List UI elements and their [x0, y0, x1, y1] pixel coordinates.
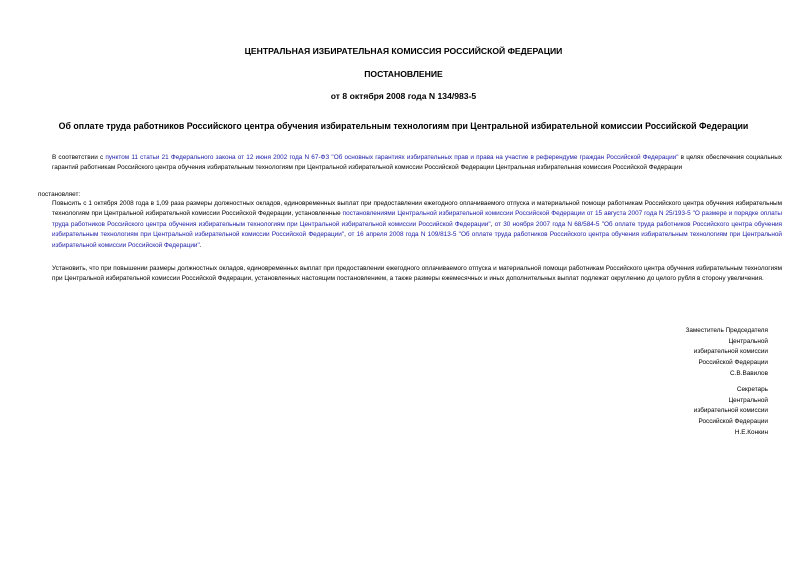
resolution-link-2007-11[interactable]: от 30 ноября 2007 года N 68/584-5 "Об оплате труда работников Российского центра обучения избирательным технологиям при Центральной избирательной комиссии Российской Федерации"	[52, 220, 783, 239]
signature-name: С.В.Вавилов	[730, 369, 768, 377]
doc-type-heading: ПОСТАНОВЛЕНИЕ	[364, 69, 443, 79]
signature-block-secretary	[648, 385, 768, 439]
signature-block-deputy	[648, 326, 768, 380]
signature-line: Заместитель Председателя	[685, 327, 768, 334]
signature-name: Н.Е.Конкин	[734, 428, 768, 436]
paragraph-raise	[38, 199, 782, 251]
date-number-heading: от 8 октября 2008 года N 134/983-5	[330, 91, 477, 101]
signature-line: Российской Федерации	[698, 359, 768, 367]
resolution-link-2008-04[interactable]: от 16 апреля 2008 года N 109/813-5 "Об оплате труда работников Российского центра обучения избирательным технологиям при Центральной избирательной комиссии Российской Федерации"	[52, 231, 782, 249]
paragraph-raise-text-pre: Повысить с 1 октября 2008 года в 1,09 раза размеры должностных окладов, единовременных выплат при предоставлении ежегодного оплачиваемого отпуска и материальной помощи работникам Российского центра обучения избирательным технологиям при Центральной избирательной комиссии Российской Федерации, установленные	[52, 200, 782, 218]
paragraph-basis	[38, 153, 782, 174]
separator: ,	[490, 220, 495, 228]
document-title: Об оплате труда работников Российского центра обучения избирательным технологиям при Центральной избирательной комиссии Российской Федерации	[58, 121, 749, 131]
resolution-link-2007-08[interactable]: постановлениями Центральной избирательной комиссии Российской Федерации от 15 августа 2007 года N 25/193-5 "О размере и порядке оплаты труда работников Российского центра обучения избирательным технологиям при Центральной избирательной комиссии Российской Федерации"	[52, 210, 782, 228]
law-reference-link[interactable]: пунктом 11 статьи 21 Федерального закона от 12 июня 2002 года N 67-ФЗ "Об основных гарантиях избирательных прав и права на участие в референдуме граждан Российской Федерации"	[105, 154, 679, 161]
signature-line: избирательной комиссии	[693, 348, 768, 356]
paragraph-basis-text-pre: В соответствии с	[52, 154, 106, 161]
paragraph-rounding: Установить, что при повышении размеры должностных окладов, единовременных выплат при предоставлении ежегодного оплачиваемого отпуска и материальной помощи работникам Российского центра обучения избирательным технологиям при Центральной избирательной комиссии Российской Федерации, установленных настоящим постановлением, а также размеры ежемесячных и иных дополнительных выплат подлежат округлению до целого рубля в сторону увеличения.	[52, 265, 782, 283]
signature-line: избирательной комиссии	[693, 407, 768, 415]
signature-line: Центральной	[728, 337, 768, 345]
paragraph-basis-text-post: в целях обеспечения социальных гарантий работникам Российского центра обучения избирательным технологиям при Центральной избирательной комиссии Российской Федерации Центральная избирательная комиссия Российской Федерации	[52, 154, 782, 172]
org-heading: ЦЕНТРАЛЬНАЯ ИЗБИРАТЕЛЬНАЯ КОМИССИЯ РОССИЙСКОЙ ФЕДЕРАЦИИ	[244, 46, 563, 56]
signature-line: Центральной	[728, 396, 768, 404]
separator: ,	[344, 231, 349, 239]
paragraph-raise-end: .	[199, 241, 202, 249]
signature-line: Российской Федерации	[698, 418, 768, 426]
signature-line: Секретарь	[736, 386, 768, 393]
resolves-label: постановляет:	[38, 191, 81, 198]
